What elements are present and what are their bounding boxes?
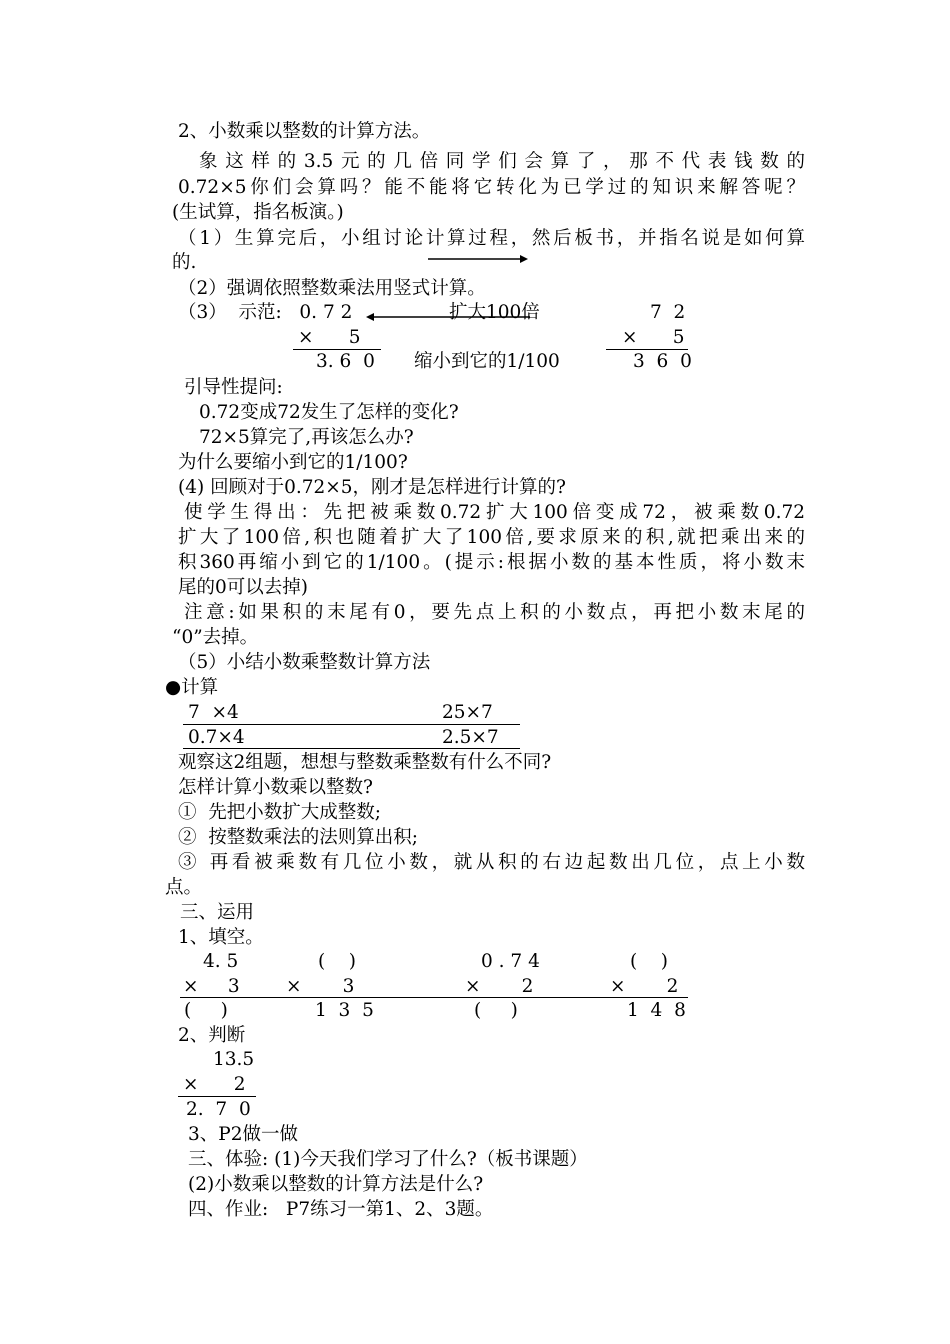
paragraph-line: 2、判断 xyxy=(178,1025,246,1046)
paragraph-line: “0”去掉。 xyxy=(172,627,259,648)
paragraph-line: 0.72变成72发生了怎样的变化? xyxy=(199,402,459,423)
paragraph-line: 的. xyxy=(172,252,197,273)
fill-blank-multiplier: × 2 xyxy=(610,976,679,997)
list-item: ③ 再看被乘数有几位小数，就从积的右边起数出几位，点上小数 xyxy=(178,852,805,873)
paragraph-line: 观察这2组题，想想与整数乘整数有什么不同? xyxy=(178,752,552,773)
fill-blank-number: 0 . 7 4 xyxy=(481,951,540,972)
paragraph-line: 72×5算完了,再该怎么办? xyxy=(199,427,414,448)
bullet-heading: ●计算 xyxy=(165,677,219,698)
list-item: ② 按整数乘法的法则算出积; xyxy=(178,827,418,848)
fill-blank-slot: ( ) xyxy=(474,1000,518,1021)
section-heading: 三、运用 xyxy=(180,902,255,923)
calc-item: 0.7×4 xyxy=(188,727,245,748)
fill-blank-slot: ( ) xyxy=(318,951,356,972)
calc-line xyxy=(183,748,520,749)
judge-number: 13.5 xyxy=(213,1049,255,1070)
right-arrow-icon xyxy=(428,254,528,264)
paragraph-line: 为什么要缩小到它的1/100? xyxy=(178,452,408,473)
fill-blank-multiplier: × 3 xyxy=(286,976,355,997)
calc-line xyxy=(178,1096,256,1097)
demo-result: 3 6 0 xyxy=(633,351,692,372)
paragraph-line: 积360再缩小到它的1/100。(提示:根据小数的基本性质，将小数末 xyxy=(178,552,805,573)
fill-blank-slot: ( ) xyxy=(184,1000,228,1021)
paragraph-line: 尾的0可以去掉) xyxy=(178,577,308,598)
fill-blank-multiplier: × 3 xyxy=(183,976,240,997)
calc-line xyxy=(180,997,688,998)
demo-number: 7 2 xyxy=(650,302,686,323)
paragraph-line: （1）生算完后，小组讨论计算过程，然后板书，并指名说是如何算 xyxy=(178,228,805,249)
fill-blank-slot: ( ) xyxy=(630,951,668,972)
fill-blank-result: 1 3 5 xyxy=(315,1000,374,1021)
paragraph-line: 象这样的3.5元的几倍同学们会算了，那不代表钱数的 xyxy=(199,151,805,172)
calc-line xyxy=(183,724,520,725)
demo-result: 3. 6 0 xyxy=(316,351,375,372)
demo-label: （3） 示范: 0. 7 2 xyxy=(178,302,353,323)
paragraph-line: (2)小数乘以整数的计算方法是什么? xyxy=(188,1174,484,1195)
section-heading: 2、小数乘以整数的计算方法。 xyxy=(178,121,431,142)
demo-arrow-label: 缩小到它的1/100 xyxy=(414,351,560,372)
fill-blank-result: 1 4 8 xyxy=(627,1000,686,1021)
paragraph-line: 使学生得出：先把被乘数0.72扩大100倍变成72，被乘数0.72 xyxy=(184,502,805,523)
judge-result: 2. 7 0 xyxy=(186,1099,251,1120)
calc-item: 25×7 xyxy=(442,702,493,723)
demo-multiplier: × 5 xyxy=(622,327,685,348)
list-item: ① 先把小数扩大成整数; xyxy=(178,802,381,823)
judge-multiplier: × 2 xyxy=(183,1074,246,1095)
paragraph-line: 引导性提问: xyxy=(184,377,283,398)
paragraph-line: 四、作业: P7练习一第1、2、3题。 xyxy=(188,1199,494,1220)
paragraph-line: 扩大了100倍,积也随着扩大了100倍,要求原来的积,就把乘出来的 xyxy=(178,527,805,548)
calc-item: 7 ×4 xyxy=(188,702,239,723)
paragraph-line: (4) 回顾对于0.72×5，刚才是怎样进行计算的? xyxy=(178,477,566,498)
fill-blank-multiplier: × 2 xyxy=(465,976,534,997)
paragraph-line: 1、填空。 xyxy=(178,927,264,948)
paragraph-line: 点。 xyxy=(165,877,203,898)
fill-blank-number: 4. 5 xyxy=(203,951,239,972)
paragraph-line: 3、P2做一做 xyxy=(188,1124,298,1145)
paragraph-line: （5）小结小数乘整数计算方法 xyxy=(178,652,431,673)
calc-item: 2.5×7 xyxy=(442,727,499,748)
paragraph-line: 怎样计算小数乘以整数? xyxy=(178,777,373,798)
paragraph-line: (生试算，指名板演。) xyxy=(172,202,344,223)
demo-multiplier: × 5 xyxy=(298,327,361,348)
paragraph-line: 0.72×5你们会算吗？能不能将它转化为已学过的知识来解答呢？ xyxy=(178,177,805,198)
demo-arrow-label: 扩大100倍 xyxy=(449,302,540,323)
paragraph-line: 三、体验: (1)今天我们学习了什么?（板书课题） xyxy=(188,1149,588,1170)
paragraph-line: 注意:如果积的末尾有0，要先点上积的小数点，再把小数末尾的 xyxy=(184,602,805,623)
paragraph-line: （2）强调依照整数乘法用竖式计算。 xyxy=(178,278,486,299)
